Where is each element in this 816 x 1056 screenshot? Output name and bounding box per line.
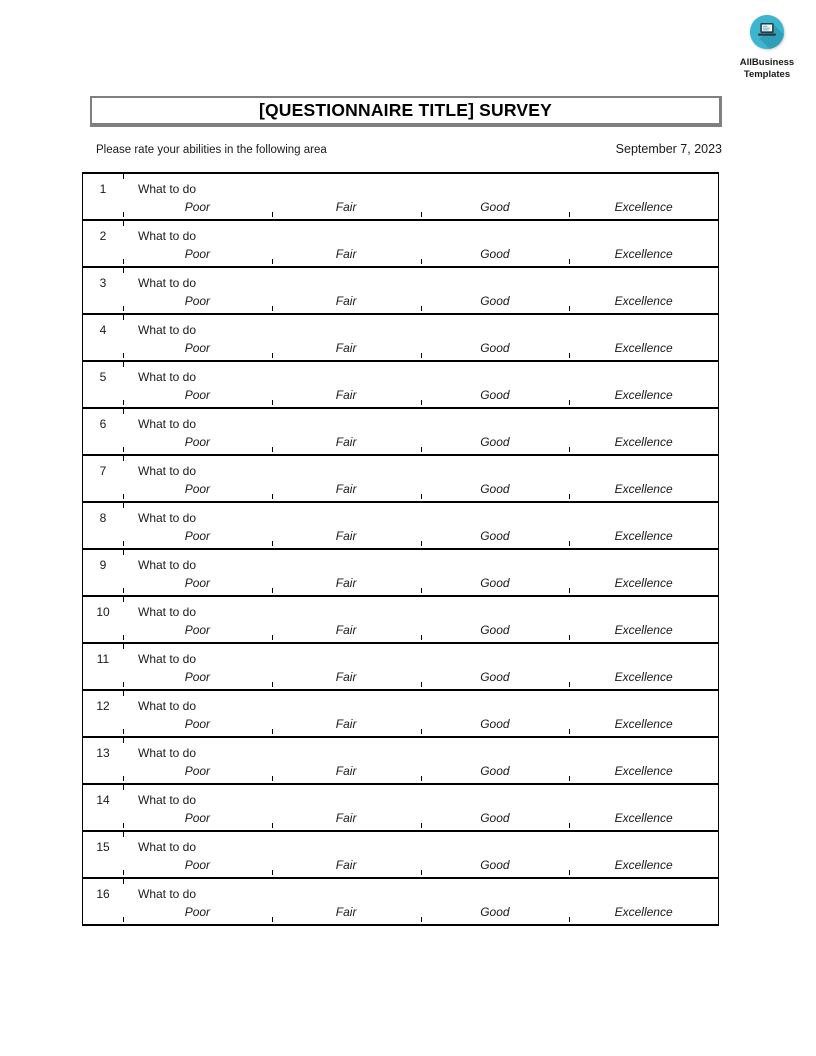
question-number: 1 <box>99 182 107 196</box>
rating-option-fair: Fair <box>272 810 421 828</box>
rating-row <box>123 904 718 922</box>
rating-option-fair: Fair <box>272 622 421 640</box>
question-label: What to do <box>138 558 197 572</box>
rating-option-good: Good <box>421 293 570 311</box>
rating-option-excellence: Excellence <box>569 669 718 687</box>
rating-option-poor: Poor <box>123 904 272 922</box>
question-label: What to do <box>138 793 197 807</box>
rating-option-fair: Fair <box>272 434 421 452</box>
question-block <box>83 595 718 640</box>
rating-option-fair: Fair <box>272 763 421 781</box>
question-block <box>83 360 718 405</box>
rating-option-fair: Fair <box>272 340 421 358</box>
question-label: What to do <box>138 746 197 760</box>
question-block <box>83 454 718 499</box>
rating-option-excellence: Excellence <box>569 857 718 875</box>
question-number: 4 <box>99 323 107 337</box>
question-row <box>83 268 718 293</box>
question-label: What to do <box>138 464 197 478</box>
rating-option-fair: Fair <box>272 481 421 499</box>
rating-option-good: Good <box>421 340 570 358</box>
rating-option-good: Good <box>421 669 570 687</box>
rating-option-fair: Fair <box>272 904 421 922</box>
question-label: What to do <box>138 887 197 901</box>
rating-option-good: Good <box>421 763 570 781</box>
rating-row <box>123 199 718 217</box>
rating-option-fair: Fair <box>272 857 421 875</box>
question-label: What to do <box>138 370 197 384</box>
question-label: What to do <box>138 699 197 713</box>
document-date: September 7, 2023 <box>615 142 722 156</box>
rating-row <box>123 857 718 875</box>
rating-option-good: Good <box>421 716 570 734</box>
question-row <box>83 221 718 246</box>
question-row <box>83 503 718 528</box>
brand-name-line1: AllBusiness <box>739 57 795 68</box>
brand-logo <box>736 13 798 80</box>
question-number: 14 <box>96 793 110 807</box>
rating-option-poor: Poor <box>123 340 272 358</box>
question-label: What to do <box>138 605 197 619</box>
question-label: What to do <box>138 652 197 666</box>
rating-option-excellence: Excellence <box>569 293 718 311</box>
rating-option-good: Good <box>421 199 570 217</box>
question-block <box>83 642 718 687</box>
question-row <box>83 832 718 857</box>
rating-option-poor: Poor <box>123 716 272 734</box>
rating-option-excellence: Excellence <box>569 340 718 358</box>
rating-option-excellence: Excellence <box>569 575 718 593</box>
question-row <box>83 315 718 340</box>
rating-option-good: Good <box>421 434 570 452</box>
rating-row <box>123 763 718 781</box>
rating-option-excellence: Excellence <box>569 387 718 405</box>
rating-row <box>123 434 718 452</box>
question-block <box>83 174 718 217</box>
rating-row <box>123 716 718 734</box>
rating-option-excellence: Excellence <box>569 528 718 546</box>
question-row <box>83 597 718 622</box>
rating-option-good: Good <box>421 904 570 922</box>
question-block <box>83 830 718 875</box>
rating-option-poor: Poor <box>123 857 272 875</box>
question-block <box>83 783 718 828</box>
rating-option-good: Good <box>421 246 570 264</box>
question-number: 2 <box>99 229 107 243</box>
rating-option-good: Good <box>421 387 570 405</box>
question-label: What to do <box>138 323 197 337</box>
page-title: [QUESTIONNAIRE TITLE] SURVEY <box>258 100 553 120</box>
rating-option-poor: Poor <box>123 199 272 217</box>
rating-option-good: Good <box>421 857 570 875</box>
question-block <box>83 689 718 734</box>
rating-option-poor: Poor <box>123 763 272 781</box>
rating-option-good: Good <box>421 622 570 640</box>
rating-row <box>123 810 718 828</box>
question-number: 8 <box>99 511 107 525</box>
question-block <box>83 219 718 264</box>
question-row <box>83 174 718 199</box>
rating-option-fair: Fair <box>272 716 421 734</box>
rating-row <box>123 669 718 687</box>
rating-option-excellence: Excellence <box>569 246 718 264</box>
rating-row <box>123 481 718 499</box>
survey-table <box>82 172 719 926</box>
question-number: 9 <box>99 558 107 572</box>
rating-option-fair: Fair <box>272 669 421 687</box>
rating-option-excellence: Excellence <box>569 716 718 734</box>
question-number: 11 <box>96 652 110 666</box>
rating-option-good: Good <box>421 481 570 499</box>
question-row <box>83 409 718 434</box>
question-row <box>83 879 718 904</box>
rating-option-fair: Fair <box>272 293 421 311</box>
question-block <box>83 407 718 452</box>
question-label: What to do <box>138 182 197 196</box>
question-block <box>83 501 718 546</box>
rating-row <box>123 387 718 405</box>
intro-row <box>96 142 722 156</box>
question-label: What to do <box>138 229 197 243</box>
rating-option-poor: Poor <box>123 810 272 828</box>
rating-row <box>123 622 718 640</box>
brand-name-line2: Templates <box>743 69 791 80</box>
rating-option-poor: Poor <box>123 622 272 640</box>
rating-option-excellence: Excellence <box>569 763 718 781</box>
rating-option-poor: Poor <box>123 481 272 499</box>
question-number: 13 <box>96 746 110 760</box>
rating-option-poor: Poor <box>123 434 272 452</box>
laptop-badge-icon <box>748 13 786 56</box>
question-block <box>83 266 718 311</box>
rating-option-excellence: Excellence <box>569 904 718 922</box>
rating-option-excellence: Excellence <box>569 481 718 499</box>
rating-option-good: Good <box>421 528 570 546</box>
question-number: 16 <box>96 887 110 901</box>
rating-option-excellence: Excellence <box>569 199 718 217</box>
question-row <box>83 785 718 810</box>
rating-option-excellence: Excellence <box>569 622 718 640</box>
rating-option-poor: Poor <box>123 387 272 405</box>
rating-row <box>123 575 718 593</box>
question-block <box>83 548 718 593</box>
question-number: 5 <box>99 370 107 384</box>
question-block <box>83 877 718 922</box>
question-block <box>83 313 718 358</box>
rating-option-poor: Poor <box>123 575 272 593</box>
rating-row <box>123 528 718 546</box>
rating-option-poor: Poor <box>123 246 272 264</box>
question-number: 7 <box>99 464 107 478</box>
rating-option-good: Good <box>421 810 570 828</box>
question-row <box>83 456 718 481</box>
question-row <box>83 362 718 387</box>
rating-option-excellence: Excellence <box>569 434 718 452</box>
question-block <box>83 736 718 781</box>
laptop-icon <box>748 13 786 51</box>
question-number: 12 <box>96 699 110 713</box>
rating-option-poor: Poor <box>123 669 272 687</box>
rating-option-fair: Fair <box>272 246 421 264</box>
rating-row <box>123 340 718 358</box>
question-row <box>83 738 718 763</box>
title-box <box>90 96 722 127</box>
instruction-text: Please rate your abilities in the following area <box>96 144 327 156</box>
rating-option-fair: Fair <box>272 199 421 217</box>
question-row <box>83 644 718 669</box>
rating-option-fair: Fair <box>272 528 421 546</box>
question-number: 10 <box>96 605 110 619</box>
question-label: What to do <box>138 417 197 431</box>
question-number: 15 <box>96 840 110 854</box>
question-row <box>83 550 718 575</box>
rating-option-excellence: Excellence <box>569 810 718 828</box>
question-row <box>83 691 718 716</box>
rating-option-fair: Fair <box>272 575 421 593</box>
rating-option-fair: Fair <box>272 387 421 405</box>
question-label: What to do <box>138 276 197 290</box>
rating-option-good: Good <box>421 575 570 593</box>
rating-option-poor: Poor <box>123 293 272 311</box>
question-label: What to do <box>138 840 197 854</box>
question-label: What to do <box>138 511 197 525</box>
rating-row <box>123 293 718 311</box>
rating-row <box>123 246 718 264</box>
rating-option-poor: Poor <box>123 528 272 546</box>
question-number: 3 <box>99 276 107 290</box>
question-number: 6 <box>99 417 107 431</box>
